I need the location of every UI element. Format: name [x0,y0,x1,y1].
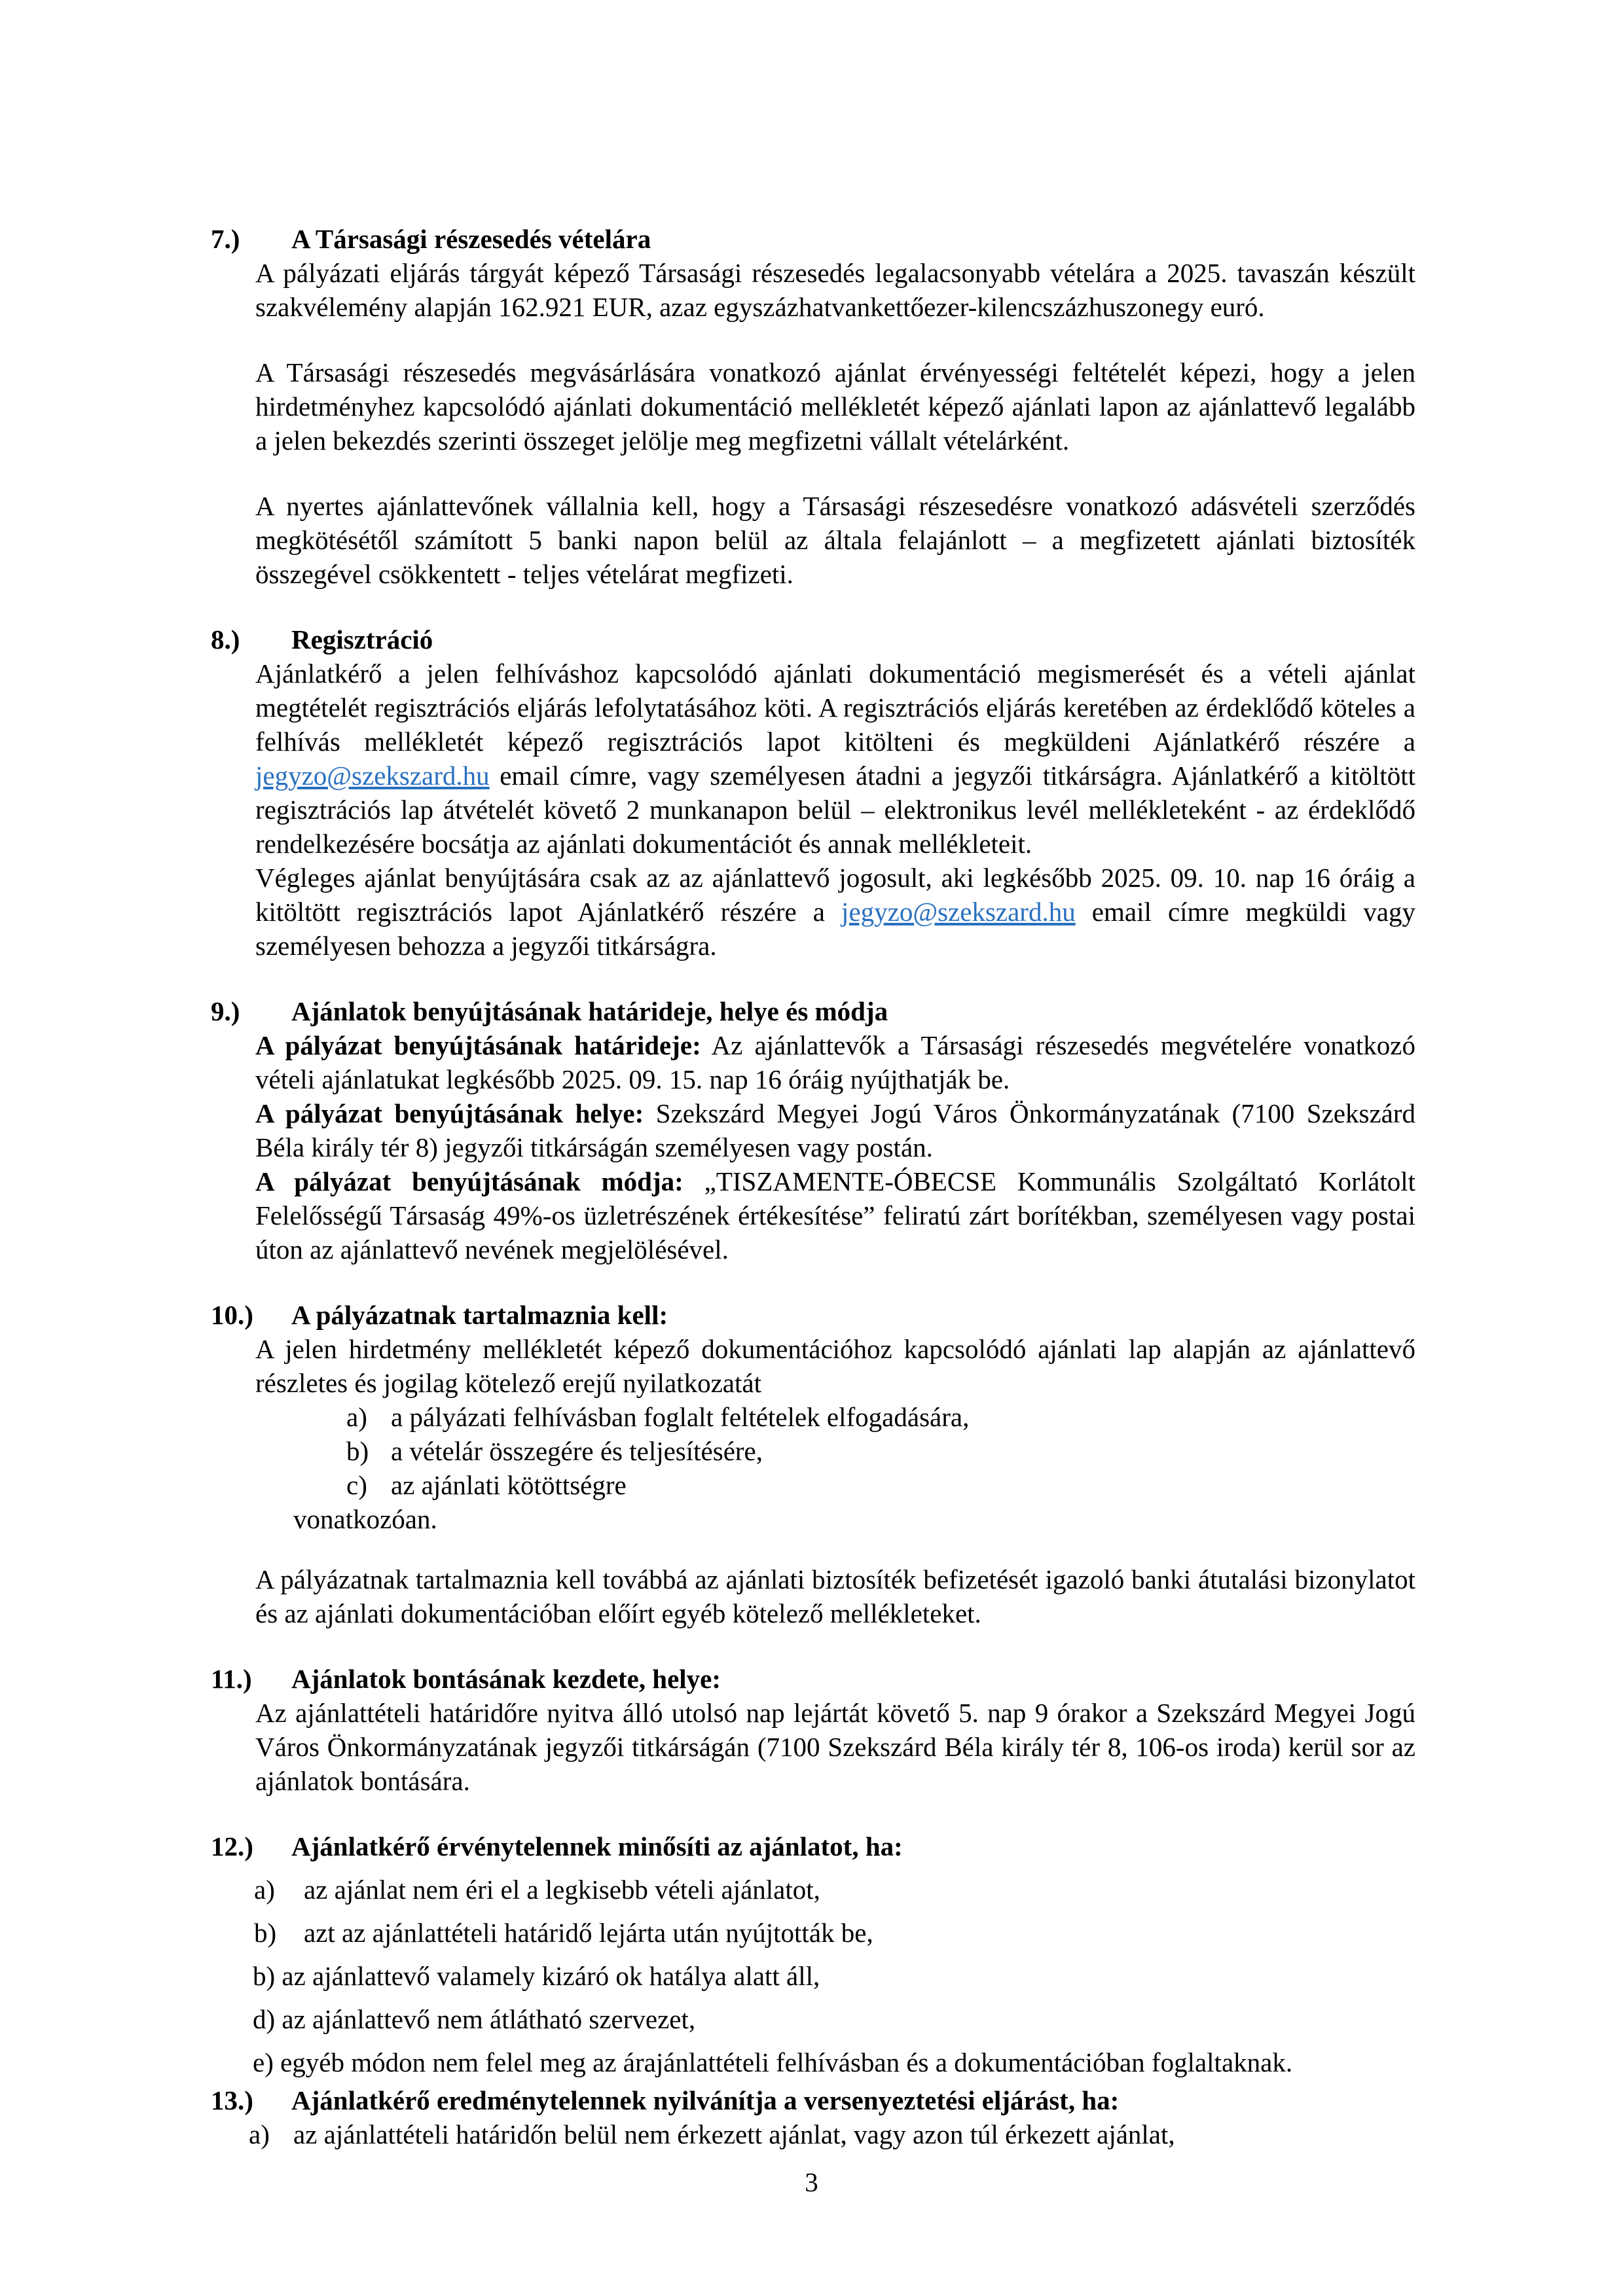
email-link[interactable]: jegyzo@szekszard.hu [255,761,490,791]
section-7-title: A Társasági részesedés vételára [291,224,651,254]
list-item [211,1873,1415,1907]
section-7-paragraph-3: A nyertes ajánlattevőnek vállalnia kell, hogy a Társasági részesedésre vonatkozó adásvételi szerződés megkötésétől számított 5 banki napon belül az általa felajánlott – a megfizetett ajánlati biztosíték összegével csökkentett - teljes vételárat megfizeti. [255,491,1415,589]
list-marker: a) [254,1874,275,1905]
list-marker: a) [249,2119,270,2149]
list-item-text: az ajánlati kötöttségre [391,1470,627,1500]
list-item [211,1434,1415,1468]
list-item [211,1916,1415,1950]
section-8-title: Regisztráció [291,624,433,655]
section-12 [211,1829,1415,2079]
section-7-number: 7.) [211,224,240,254]
page-number: 3 [805,2167,818,2197]
list-marker: a) [346,1402,367,1432]
list-item-text: az ajánlat nem éri el a legkisebb vételi ajánlatot, [304,1874,820,1905]
section-10-title: A pályázatnak tartalmaznia kell: [291,1300,668,1330]
section-7 [211,222,1415,591]
section-13-title: Ajánlatkérő eredménytelennek nyilvánítja a versenyeztetési eljárást, ha: [291,2085,1120,2115]
document-content [211,222,1415,2151]
section-10-tail: vonatkozóan. [293,1504,437,1534]
section-10-number: 10.) [211,1300,253,1330]
section-11-heading [211,1662,1415,1696]
list-item [211,2117,1415,2151]
paragraph-text: Az ajánlattevők a Társasági részesedés megvételére vonatkozó vételi ajánlatukat legkésőbb 2025. 09. 15. nap 16 óráig nyújthatják be. [255,1030,1415,1094]
section-8-paragraph-2 [211,861,1415,963]
section-9-paragraph-method [211,1164,1415,1266]
list-item: d) az ajánlattevő nem átlátható szervezet, [253,2004,696,2034]
section-10-heading [211,1298,1415,1332]
email-link[interactable]: jegyzo@szekszard.hu [841,897,1076,927]
lead-in-bold: A pályázat benyújtásának módja: [255,1166,684,1196]
section-13-number: 13.) [211,2085,253,2115]
section-8 [211,622,1415,963]
section-7-paragraph-1: A pályázati eljárás tárgyát képező Társasági részesedés legalacsonyabb vételára a 2025. tavaszán készült szakvélemény alapján 162.921 EUR, azaz egyszázhatvankettőezer-kilencszázhuszonegy euró. [255,258,1415,322]
list-item [211,1468,1415,1502]
section-13-heading [211,2083,1415,2117]
section-11-title: Ajánlatok bontásának kezdete, helye: [291,1664,721,1694]
lead-in-bold: A pályázat benyújtásának helye: [255,1098,644,1128]
section-8-number: 8.) [211,624,240,655]
section-10-paragraph-2: A pályázatnak tartalmaznia kell továbbá az ajánlati biztosíték befizetését igazoló banki átutalási bizonylatot és az ajánlati dokumentációban előírt egyéb kötelező mellékleteket. [255,1564,1415,1628]
section-9-heading [211,994,1415,1028]
paragraph-text: Végleges ajánlat benyújtására csak az az ajánlattevő jogosult, aki legkésőbb 2025. 09. 10. nap 16 óráig a kitöltött regisztrációs lapot Ajánlatkérő részére a [255,863,1415,927]
section-9-title: Ajánlatok benyújtásának határideje, helye és módja [291,996,888,1026]
paragraph-text: „TISZAMENTE-ÓBECSE Kommunális Szolgáltató Korlátolt Felelősségű Társaság 49%-os üzletrészének értékesítése” feliratú zárt borítékban, személyesen vagy postai úton az ajánlattevő nevének megjelölésével. [255,1166,1415,1265]
paragraph-text: email címre, vagy személyesen átadni a jegyzői titkárságra. Ajánlatkérő a kitöltött regisztrációs lap átvételét követő 2 munkanapon belül – elektronikus levél mellékleteként - az érdeklődő rendelkezésére bocsátja az ajánlati dokumentációt és annak mellékleteit. [255,761,1415,859]
section-9-paragraph-deadline [211,1028,1415,1096]
paragraph-text: email címre megküldi vagy személyesen behozza a jegyzői titkárságra. [255,897,1416,961]
section-9-number: 9.) [211,996,240,1026]
section-7-heading [211,222,1415,256]
list-item-text: a vételár összegére és teljesítésére, [391,1436,763,1466]
section-11-number: 11.) [211,1664,252,1694]
section-9 [211,994,1415,1266]
list-item-text: az ajánlattételi határidőn belül nem érkezett ajánlat, vagy azon túl érkezett ajánlat, [293,2119,1175,2149]
lead-in-bold: A pályázat benyújtásának határideje: [255,1030,701,1060]
section-12-number: 12.) [211,1831,253,1861]
section-12-heading [211,1829,1415,1863]
section-10 [211,1298,1415,1630]
list-item: e) egyéb módon nem felel meg az árajánlattételi felhívásban és a dokumentációban foglaltaknak. [253,2047,1293,2077]
list-marker: b) [254,1918,277,1948]
section-13 [211,2083,1415,2151]
paragraph-text: Szekszárd Megyei Jogú Város Önkormányzatának (7100 Szekszárd Béla király tér 8) jegyzői titkárságán személyesen vagy postán. [255,1098,1415,1162]
section-9-paragraph-place [211,1096,1415,1164]
paragraph-text: Ajánlatkérő a jelen felhíváshoz kapcsolódó ajánlati dokumentáció megismerését és a vételi ajánlat megtételét regisztrációs eljárás lefolytatásához köti. A regisztrációs eljárás keretében az érdeklődő köteles a felhívás mellékletét képező regisztrációs lapot kitölteni és megküldeni Ajánlatkérő részére a [255,658,1415,757]
section-11 [211,1662,1415,1798]
list-item: b) az ajánlattevő valamely kizáró ok hatálya alatt áll, [253,1961,820,1991]
list-item-text: azt az ajánlattételi határidő lejárta után nyújtották be, [304,1918,873,1948]
section-11-paragraph-1: Az ajánlattételi határidőre nyitva álló utolsó nap lejártát követő 5. nap 9 órakor a Szekszárd Megyei Jogú Város Önkormányzatának jegyzői titkárságán (7100 Szekszárd Béla király tér 8, 106-os iroda) kerül sor az ajánlatok bontására. [255,1698,1415,1796]
list-marker: c) [346,1470,367,1500]
list-marker: b) [346,1436,369,1466]
section-12-title: Ajánlatkérő érvénytelennek minősíti az ajánlatot, ha: [291,1831,903,1861]
section-8-paragraph-1 [211,656,1415,861]
list-item-text: a pályázati felhívásban foglalt feltételek elfogadására, [391,1402,970,1432]
section-7-paragraph-2: A Társasági részesedés megvásárlására vonatkozó ajánlat érvényességi feltételét képezi, hogy a jelen hirdetményhez kapcsolódó ajánlati dokumentáció mellékletét képező ajánlati lapon az ajánlattevő legalább a jelen bekezdés szerinti összeget jelölje meg megfizetni vállalt vételárként. [255,357,1415,456]
section-10-intro: A jelen hirdetmény mellékletét képező dokumentációhoz kapcsolódó ajánlati lap alapján az ajánlattevő részletes és jogilag kötelező erejű nyilatkozatát [255,1334,1415,1398]
section-8-heading [211,622,1415,656]
list-item [211,1400,1415,1434]
